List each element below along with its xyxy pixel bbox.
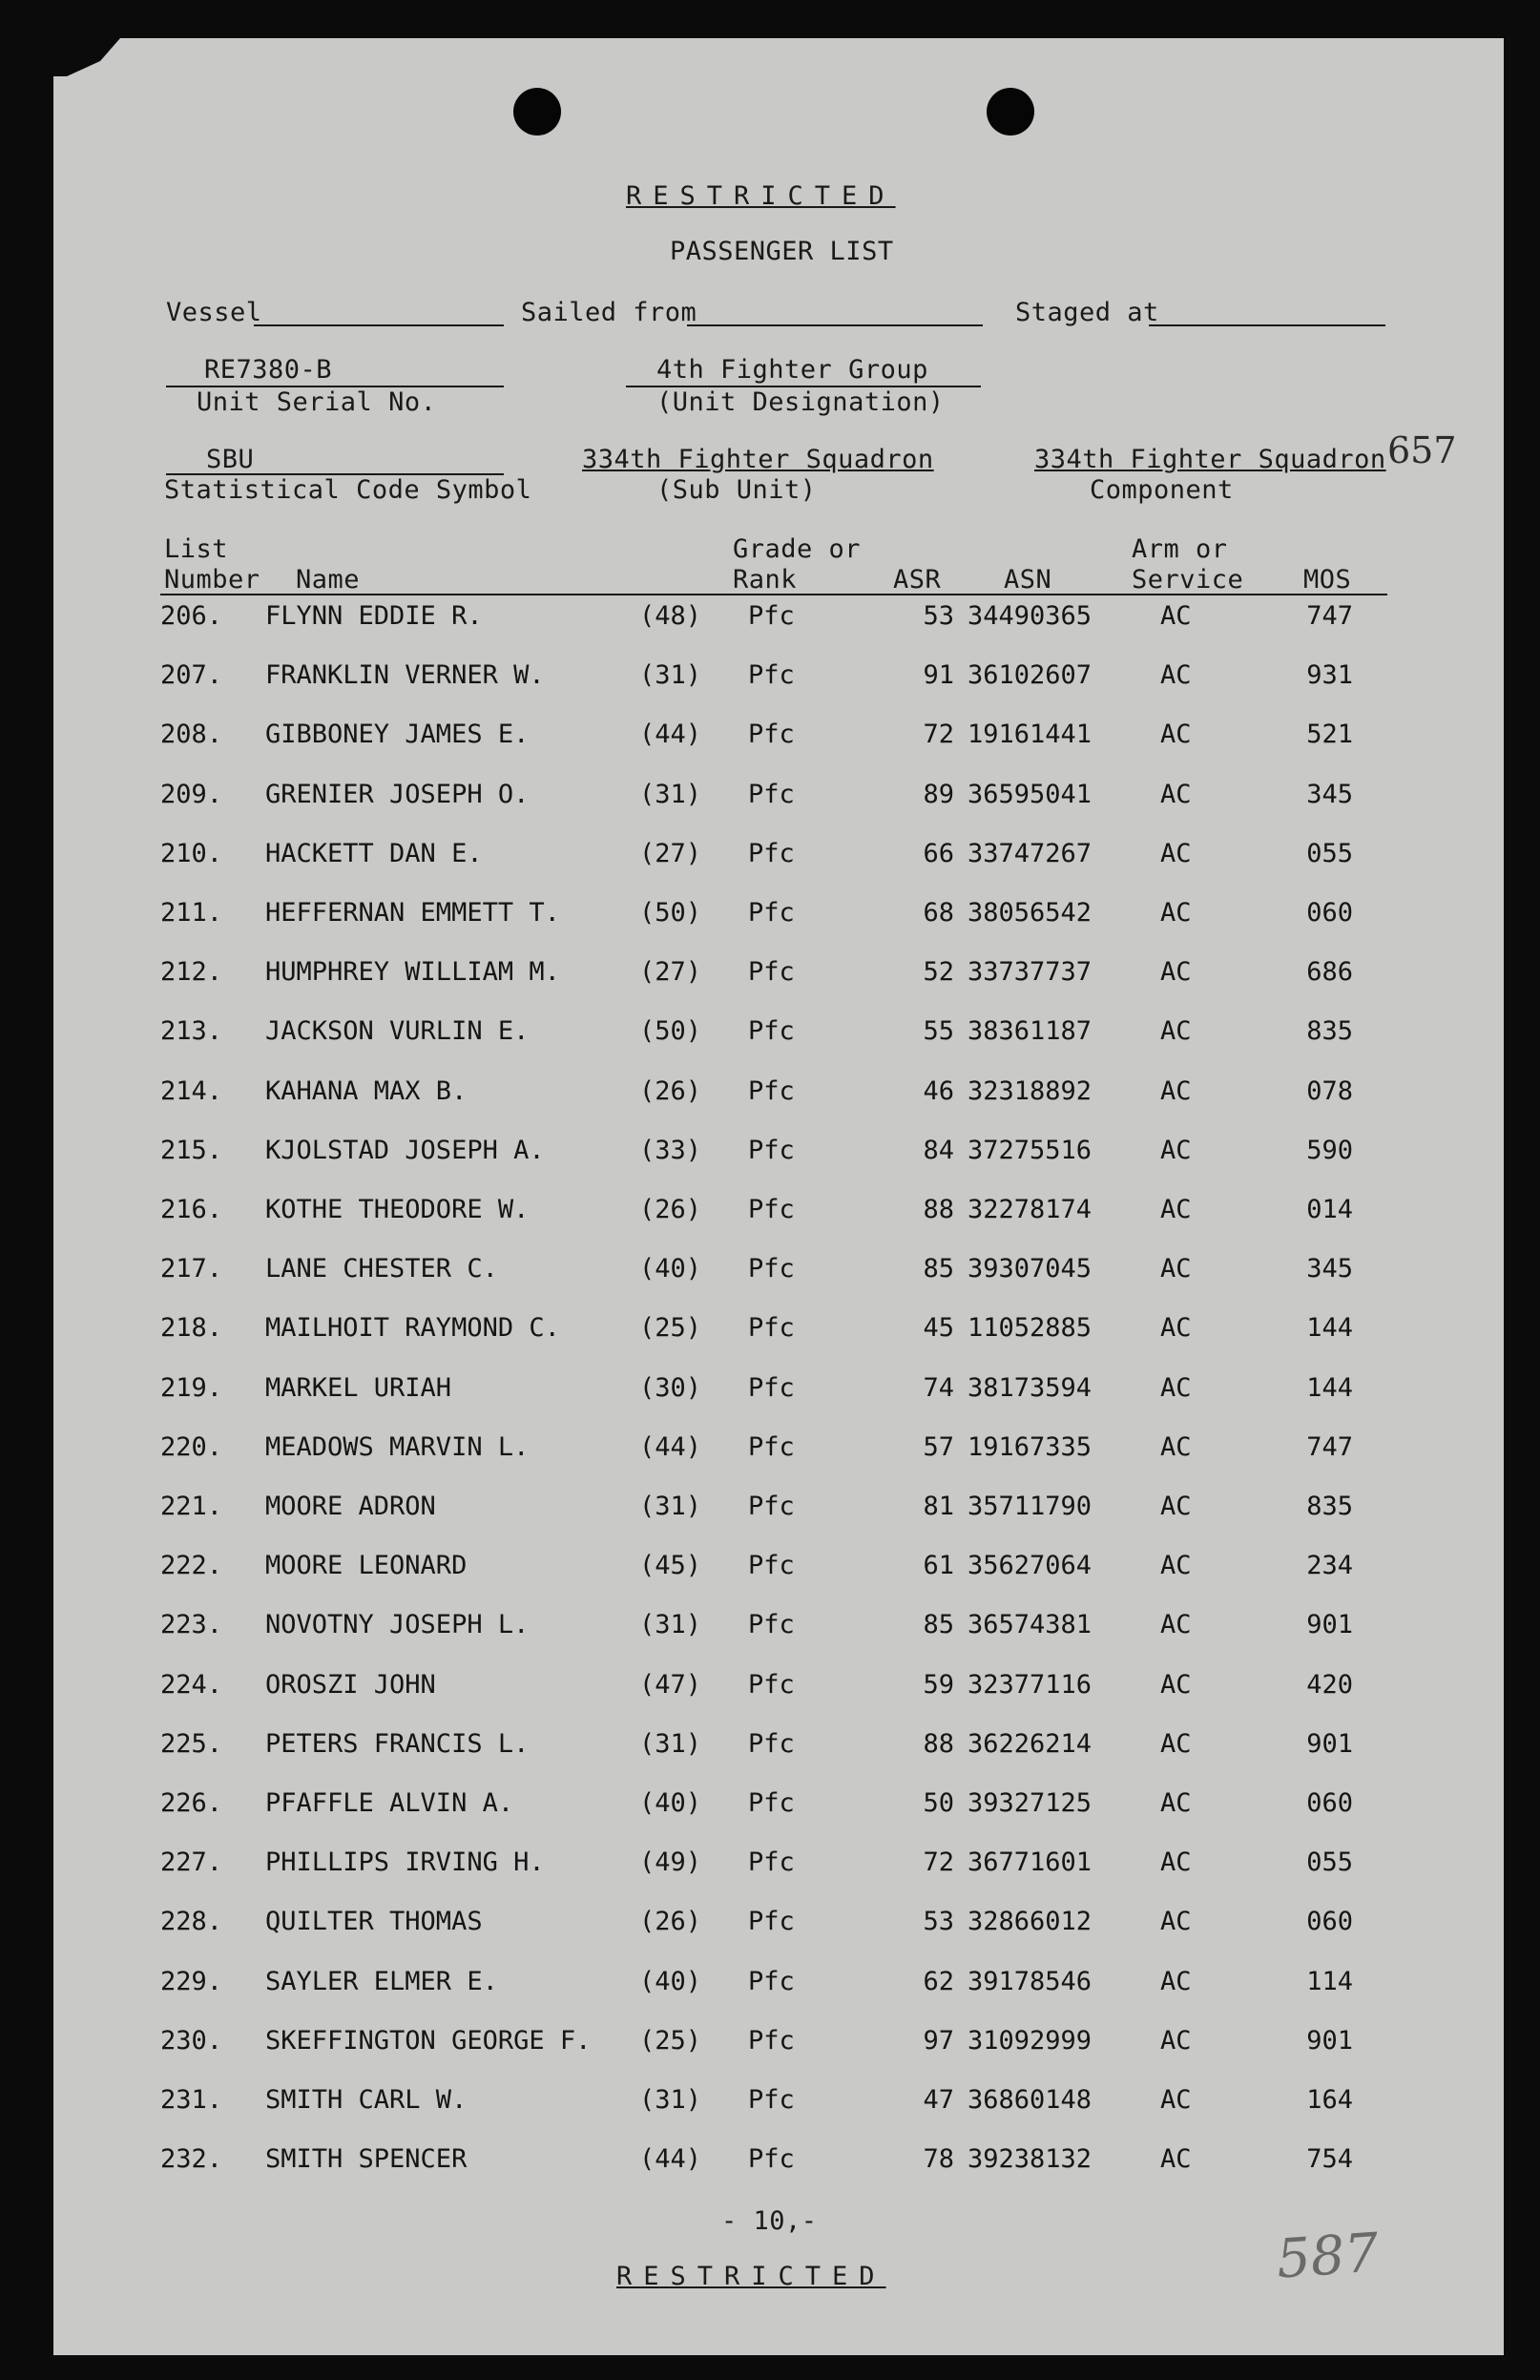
margin-page-number: 657 [1387, 429, 1457, 471]
table-row [53, 2085, 1504, 2123]
row-number: 226. [160, 1788, 223, 1818]
stat-code-value: SBU [206, 445, 255, 474]
row-rank: Pfc [748, 838, 795, 868]
row-name: FRANKLIN VERNER W. [265, 660, 545, 691]
row-mos: 901 [1306, 1728, 1353, 1759]
row-number: 220. [160, 1431, 223, 1462]
row-asr: 81 [923, 1492, 954, 1521]
row-age: (44) [639, 720, 702, 750]
row-asr: 61 [923, 1551, 954, 1581]
table-row [53, 839, 1504, 877]
row-asn: 38173594 [968, 1372, 1093, 1403]
col-service: Service [1132, 565, 1244, 595]
sub-unit-value: 334th Fighter Squadron [582, 445, 934, 474]
row-number: 217. [160, 1254, 223, 1284]
table-row [53, 2144, 1504, 2182]
row-rank: Pfc [748, 1492, 795, 1521]
row-age: (40) [639, 1788, 702, 1818]
row-arm: AC [1160, 1966, 1192, 1996]
row-asr: 45 [923, 1313, 954, 1344]
row-asn: 11052885 [968, 1313, 1093, 1344]
row-arm: AC [1160, 660, 1192, 691]
row-arm: AC [1160, 1075, 1192, 1106]
table-row [53, 1373, 1504, 1411]
sailed-from-blank [687, 324, 983, 326]
row-asr: 72 [923, 720, 954, 750]
row-asn: 33747267 [968, 838, 1093, 868]
row-age: (44) [639, 2144, 702, 2175]
row-arm: AC [1160, 1551, 1192, 1581]
row-name: GIBBONEY JAMES E. [265, 720, 530, 750]
stat-code-label: Statistical Code Symbol [164, 475, 532, 505]
header-rule [160, 594, 1387, 595]
row-age: (30) [639, 1372, 702, 1403]
row-age: (25) [639, 1313, 702, 1344]
row-number: 229. [160, 1966, 223, 1996]
row-age: (47) [639, 1669, 702, 1700]
row-asn: 39327125 [968, 1788, 1093, 1818]
row-asr: 55 [923, 1016, 954, 1047]
row-age: (26) [639, 1195, 702, 1224]
row-arm: AC [1160, 601, 1192, 631]
row-mos: 234 [1306, 1551, 1353, 1581]
row-arm: AC [1160, 2085, 1192, 2115]
row-name: MOORE LEONARD [265, 1551, 468, 1581]
row-name: MOORE ADRON [265, 1492, 436, 1521]
row-asr: 85 [923, 1254, 954, 1284]
table-row [53, 1254, 1504, 1292]
row-rank: Pfc [748, 601, 795, 631]
table-row [53, 601, 1504, 639]
staged-at-blank [1149, 324, 1385, 326]
table-row [53, 1729, 1504, 1767]
row-age: (50) [639, 1016, 702, 1047]
pencil-annotation: 587 [1274, 2222, 1382, 2291]
unit-designation-value: 4th Fighter Group [656, 355, 928, 385]
row-age: (25) [639, 2025, 702, 2056]
row-rank: Pfc [748, 1313, 795, 1344]
row-arm: AC [1160, 779, 1192, 809]
table-row [53, 1788, 1504, 1827]
row-rank: Pfc [748, 2025, 795, 2056]
row-arm: AC [1160, 2144, 1192, 2175]
row-age: (45) [639, 1551, 702, 1581]
row-name: LANE CHESTER C. [265, 1254, 498, 1284]
row-number: 214. [160, 1075, 223, 1106]
row-asn: 39178546 [968, 1966, 1093, 1996]
row-age: (26) [639, 1075, 702, 1106]
row-rank: Pfc [748, 2144, 795, 2175]
col-grade: Grade or [733, 534, 862, 564]
row-asr: 74 [923, 1372, 954, 1403]
row-asn: 33737737 [968, 957, 1093, 988]
row-number: 211. [160, 898, 223, 928]
table-row [53, 1670, 1504, 1708]
row-arm: AC [1160, 1907, 1192, 1937]
row-asn: 36102607 [968, 660, 1093, 691]
row-number: 224. [160, 1669, 223, 1700]
col-asn: ASN [1004, 565, 1052, 595]
row-asn: 37275516 [968, 1135, 1093, 1165]
row-asn: 38056542 [968, 898, 1093, 928]
row-number: 232. [160, 2144, 223, 2175]
row-age: (26) [639, 1907, 702, 1937]
row-name: KAHANA MAX B. [265, 1075, 468, 1106]
row-arm: AC [1160, 1431, 1192, 1462]
table-row [53, 898, 1504, 936]
row-number: 219. [160, 1372, 223, 1403]
row-asn: 36595041 [968, 779, 1093, 809]
row-rank: Pfc [748, 1966, 795, 1996]
row-arm: AC [1160, 1016, 1192, 1047]
row-arm: AC [1160, 1372, 1192, 1403]
row-rank: Pfc [748, 898, 795, 928]
row-asr: 84 [923, 1135, 954, 1165]
row-name: PHILLIPS IRVING H. [265, 1848, 545, 1878]
table-row [53, 2026, 1504, 2064]
table-row [53, 1551, 1504, 1589]
row-rank: Pfc [748, 720, 795, 750]
row-rank: Pfc [748, 1728, 795, 1759]
row-arm: AC [1160, 1728, 1192, 1759]
row-rank: Pfc [748, 1016, 795, 1047]
row-asr: 46 [923, 1075, 954, 1106]
row-mos: 060 [1306, 1788, 1353, 1818]
row-mos: 747 [1306, 1431, 1353, 1462]
col-list: List [164, 534, 229, 564]
row-asr: 91 [923, 660, 954, 691]
row-mos: 014 [1306, 1195, 1353, 1224]
row-name: MAILHOIT RAYMOND C. [265, 1313, 560, 1344]
row-asr: 78 [923, 2144, 954, 2175]
row-asn: 35627064 [968, 1551, 1093, 1581]
row-name: PFAFFLE ALVIN A. [265, 1788, 514, 1818]
component-label: Component [1090, 475, 1234, 505]
row-arm: AC [1160, 1788, 1192, 1818]
row-arm: AC [1160, 1254, 1192, 1284]
row-asr: 62 [923, 1966, 954, 1996]
table-row [53, 1076, 1504, 1115]
row-age: (40) [639, 1254, 702, 1284]
table-row [53, 1136, 1504, 1174]
row-rank: Pfc [748, 1848, 795, 1878]
row-mos: 144 [1306, 1313, 1353, 1344]
row-rank: Pfc [748, 1788, 795, 1818]
row-name: JACKSON VURLIN E. [265, 1016, 530, 1047]
row-mos: 686 [1306, 957, 1353, 988]
row-number: 207. [160, 660, 223, 691]
table-row [53, 1848, 1504, 1886]
row-number: 225. [160, 1728, 223, 1759]
row-rank: Pfc [748, 1372, 795, 1403]
row-mos: 521 [1306, 720, 1353, 750]
row-asr: 50 [923, 1788, 954, 1818]
restricted-header: RESTRICTED [626, 181, 896, 211]
sub-unit-label: (Sub Unit) [656, 475, 817, 505]
row-mos: 055 [1306, 838, 1353, 868]
row-age: (49) [639, 1848, 702, 1878]
row-name: SKEFFINGTON GEORGE F. [265, 2025, 592, 2056]
row-asr: 88 [923, 1195, 954, 1224]
table-row [53, 957, 1504, 995]
row-age: (48) [639, 601, 702, 631]
row-name: SMITH SPENCER [265, 2144, 468, 2175]
row-asr: 88 [923, 1728, 954, 1759]
row-age: (31) [639, 1492, 702, 1521]
row-arm: AC [1160, 838, 1192, 868]
row-number: 223. [160, 1610, 223, 1640]
row-mos: 060 [1306, 1907, 1353, 1937]
row-name: SMITH CARL W. [265, 2085, 468, 2115]
row-arm: AC [1160, 1669, 1192, 1700]
row-mos: 078 [1306, 1075, 1353, 1106]
row-mos: 114 [1306, 1966, 1353, 1996]
row-arm: AC [1160, 1610, 1192, 1640]
row-rank: Pfc [748, 1195, 795, 1224]
table-row [53, 1610, 1504, 1648]
row-asr: 89 [923, 779, 954, 809]
row-rank: Pfc [748, 1610, 795, 1640]
row-age: (27) [639, 838, 702, 868]
row-name: MARKEL URIAH [265, 1372, 452, 1403]
row-asr: 85 [923, 1610, 954, 1640]
table-row [53, 720, 1504, 758]
row-mos: 754 [1306, 2144, 1353, 2175]
row-age: (27) [639, 957, 702, 988]
row-number: 209. [160, 779, 223, 809]
row-number: 208. [160, 720, 223, 750]
row-mos: 835 [1306, 1016, 1353, 1047]
row-asr: 53 [923, 1907, 954, 1937]
row-name: HUMPHREY WILLIAM M. [265, 957, 560, 988]
table-row [53, 780, 1504, 818]
restricted-footer: RESTRICTED [616, 2262, 886, 2291]
col-rank: Rank [733, 565, 798, 595]
row-name: NOVOTNY JOSEPH L. [265, 1610, 530, 1640]
row-rank: Pfc [748, 1135, 795, 1165]
unit-serial-value: RE7380-B [204, 355, 333, 385]
row-mos: 747 [1306, 601, 1353, 631]
row-mos: 060 [1306, 898, 1353, 928]
row-mos: 144 [1306, 1372, 1353, 1403]
component-value: 334th Fighter Squadron [1034, 445, 1386, 474]
row-number: 218. [160, 1313, 223, 1344]
row-rank: Pfc [748, 957, 795, 988]
unit-designation-label: (Unit Designation) [656, 387, 945, 417]
row-age: (31) [639, 779, 702, 809]
row-mos: 055 [1306, 1848, 1353, 1878]
row-mos: 345 [1306, 1254, 1353, 1284]
table-row [53, 660, 1504, 699]
row-arm: AC [1160, 1848, 1192, 1878]
punch-hole-right [987, 88, 1034, 136]
table-row [53, 1195, 1504, 1233]
vessel-blank [254, 324, 504, 326]
row-asn: 39238132 [968, 2144, 1093, 2175]
col-asr: ASR [893, 565, 942, 595]
row-number: 213. [160, 1016, 223, 1047]
row-mos: 931 [1306, 660, 1353, 691]
sailed-from-label: Sailed from [521, 298, 697, 327]
row-number: 227. [160, 1848, 223, 1878]
table-row [53, 1907, 1504, 1945]
row-asr: 57 [923, 1431, 954, 1462]
row-asn: 31092999 [968, 2025, 1093, 2056]
row-rank: Pfc [748, 1669, 795, 1700]
row-asn: 32866012 [968, 1907, 1093, 1937]
row-name: HEFFERNAN EMMETT T. [265, 898, 560, 928]
row-asr: 72 [923, 1848, 954, 1878]
row-arm: AC [1160, 720, 1192, 750]
row-mos: 901 [1306, 1610, 1353, 1640]
row-rank: Pfc [748, 1075, 795, 1106]
row-asn: 36574381 [968, 1610, 1093, 1640]
row-arm: AC [1160, 1492, 1192, 1521]
row-number: 222. [160, 1551, 223, 1581]
row-asn: 32318892 [968, 1075, 1093, 1106]
row-asn: 32377116 [968, 1669, 1093, 1700]
row-asn: 36860148 [968, 2085, 1093, 2115]
row-name: KOTHE THEODORE W. [265, 1195, 530, 1224]
vessel-label: Vessel [166, 298, 262, 327]
col-name: Name [296, 565, 361, 595]
row-number: 212. [160, 957, 223, 988]
row-mos: 420 [1306, 1669, 1353, 1700]
table-row [53, 1313, 1504, 1351]
row-age: (33) [639, 1135, 702, 1165]
row-name: SAYLER ELMER E. [265, 1966, 498, 1996]
row-asn: 32278174 [968, 1195, 1093, 1224]
row-age: (44) [639, 1431, 702, 1462]
staged-at-label: Staged at [1015, 298, 1159, 327]
table-row [53, 1016, 1504, 1054]
row-asn: 36226214 [968, 1728, 1093, 1759]
row-number: 206. [160, 601, 223, 631]
row-mos: 164 [1306, 2085, 1353, 2115]
col-number: Number [164, 565, 260, 595]
row-age: (50) [639, 898, 702, 928]
page-title: PASSENGER LIST [670, 237, 894, 266]
row-number: 231. [160, 2085, 223, 2115]
row-asn: 34490365 [968, 601, 1093, 631]
row-rank: Pfc [748, 1551, 795, 1581]
table-row [53, 1432, 1504, 1471]
unit-serial-label: Unit Serial No. [197, 387, 437, 417]
row-rank: Pfc [748, 2085, 795, 2115]
row-arm: AC [1160, 2025, 1192, 2056]
row-arm: AC [1160, 1195, 1192, 1224]
row-number: 216. [160, 1195, 223, 1224]
row-name: FLYNN EDDIE R. [265, 601, 483, 631]
row-name: MEADOWS MARVIN L. [265, 1431, 530, 1462]
table-row [53, 1492, 1504, 1530]
row-number: 210. [160, 838, 223, 868]
row-asn: 38361187 [968, 1016, 1093, 1047]
torn-corner [53, 38, 120, 76]
row-rank: Pfc [748, 779, 795, 809]
row-arm: AC [1160, 957, 1192, 988]
row-number: 221. [160, 1492, 223, 1521]
punch-hole-left [513, 88, 561, 136]
row-rank: Pfc [748, 1254, 795, 1284]
row-mos: 835 [1306, 1492, 1353, 1521]
row-asr: 47 [923, 2085, 954, 2115]
row-asn: 39307045 [968, 1254, 1093, 1284]
document-page [53, 38, 1504, 2355]
row-rank: Pfc [748, 1907, 795, 1937]
row-asr: 97 [923, 2025, 954, 2056]
row-number: 215. [160, 1135, 223, 1165]
col-arm: Arm or [1132, 534, 1228, 564]
row-arm: AC [1160, 1135, 1192, 1165]
row-name: QUILTER THOMAS [265, 1907, 483, 1937]
col-mos: MOS [1303, 565, 1352, 595]
row-name: PETERS FRANCIS L. [265, 1728, 530, 1759]
row-asn: 19167335 [968, 1431, 1093, 1462]
row-name: GRENIER JOSEPH O. [265, 779, 530, 809]
table-row [53, 1967, 1504, 2005]
row-mos: 590 [1306, 1135, 1353, 1165]
row-age: (31) [639, 1728, 702, 1759]
row-asr: 53 [923, 601, 954, 631]
row-age: (31) [639, 660, 702, 691]
row-asr: 59 [923, 1669, 954, 1700]
row-name: KJOLSTAD JOSEPH A. [265, 1135, 545, 1165]
row-asr: 66 [923, 838, 954, 868]
row-age: (31) [639, 2085, 702, 2115]
row-rank: Pfc [748, 660, 795, 691]
row-age: (31) [639, 1610, 702, 1640]
row-mos: 345 [1306, 779, 1353, 809]
row-asr: 52 [923, 957, 954, 988]
page-footer-number: - 10,- [721, 2206, 818, 2236]
row-number: 228. [160, 1907, 223, 1937]
row-name: OROSZI JOHN [265, 1669, 436, 1700]
row-asr: 68 [923, 898, 954, 928]
row-arm: AC [1160, 898, 1192, 928]
row-age: (40) [639, 1966, 702, 1996]
row-asn: 35711790 [968, 1492, 1093, 1521]
row-arm: AC [1160, 1313, 1192, 1344]
row-rank: Pfc [748, 1431, 795, 1462]
row-mos: 901 [1306, 2025, 1353, 2056]
row-asn: 36771601 [968, 1848, 1093, 1878]
row-number: 230. [160, 2025, 223, 2056]
row-asn: 19161441 [968, 720, 1093, 750]
row-name: HACKETT DAN E. [265, 838, 483, 868]
